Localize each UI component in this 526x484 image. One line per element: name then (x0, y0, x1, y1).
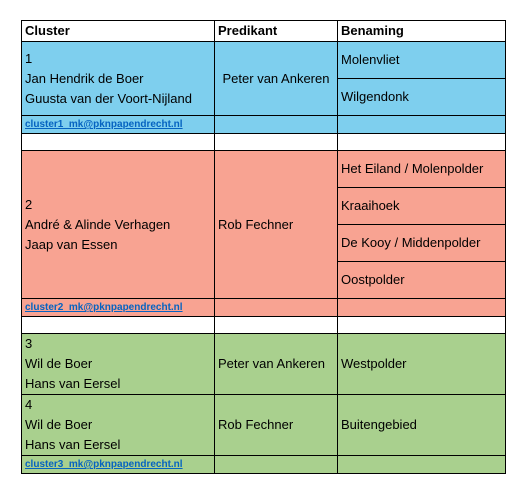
empty-cell (338, 456, 506, 474)
benaming-cell: Oostpolder (338, 262, 506, 299)
spacer-row (22, 317, 506, 334)
benaming-cell: Kraaihoek (338, 188, 506, 225)
email-link[interactable]: cluster2_mk@pknpapendrecht.nl (22, 299, 215, 317)
cluster-member: Hans van Eersel (25, 376, 121, 391)
header-benaming: Benaming (338, 21, 506, 42)
email-row-3 (22, 456, 506, 474)
email-row-2 (22, 299, 506, 317)
predikant-cell: Peter van Ankeren (215, 42, 338, 116)
header-predikant: Predikant (215, 21, 338, 42)
benaming-cell: Westpolder (338, 334, 506, 395)
cluster-row-3 (22, 334, 506, 395)
benaming-cell: De Kooy / Middenpolder (338, 225, 506, 262)
empty-cell (338, 116, 506, 134)
cluster-number: 2 (25, 196, 33, 212)
cluster-member: Wil de Boer (25, 356, 93, 371)
cluster-member: Jaap van Essen (25, 236, 118, 252)
cluster-member: Guusta van der Voort-Nijland (25, 90, 192, 106)
header-row (22, 21, 506, 42)
cluster-member: Hans van Eersel (25, 437, 121, 452)
benaming-cell: Wilgendonk (338, 79, 506, 116)
cluster-number: 4 (25, 397, 33, 412)
spacer-row (22, 134, 506, 151)
cluster-cell-4 (22, 395, 215, 456)
benaming-cell: Molenvliet (338, 42, 506, 79)
empty-cell (338, 299, 506, 317)
empty-cell (215, 116, 338, 134)
email-link[interactable]: cluster1_mk@pknpapendrecht.nl (22, 116, 215, 134)
benaming-cell: Het Eiland / Molenpolder (338, 151, 506, 188)
predikant-cell: Rob Fechner (215, 151, 338, 299)
predikant-cell: Rob Fechner (215, 395, 338, 456)
cluster-member: Wil de Boer (25, 417, 93, 432)
cluster-row-4 (22, 395, 506, 456)
empty-cell (215, 456, 338, 474)
header-cluster: Cluster (22, 21, 215, 42)
cluster-cell-3 (22, 334, 215, 395)
cluster-row-1 (22, 42, 506, 79)
cluster-number: 3 (25, 336, 33, 351)
cluster-member: André & Alinde Verhagen (25, 216, 171, 232)
cluster-member: Jan Hendrik de Boer (25, 70, 144, 86)
email-link[interactable]: cluster3_mk@pknpapendrecht.nl (22, 456, 215, 474)
cluster-number: 1 (25, 50, 33, 66)
cluster-table (21, 20, 506, 474)
predikant-cell: Peter van Ankeren (215, 334, 338, 395)
benaming-cell: Buitengebied (338, 395, 506, 456)
empty-cell (215, 299, 338, 317)
cluster-row-2 (22, 151, 506, 188)
cluster-cell-2 (22, 151, 215, 299)
cluster-cell-1 (22, 42, 215, 116)
email-row-1 (22, 116, 506, 134)
